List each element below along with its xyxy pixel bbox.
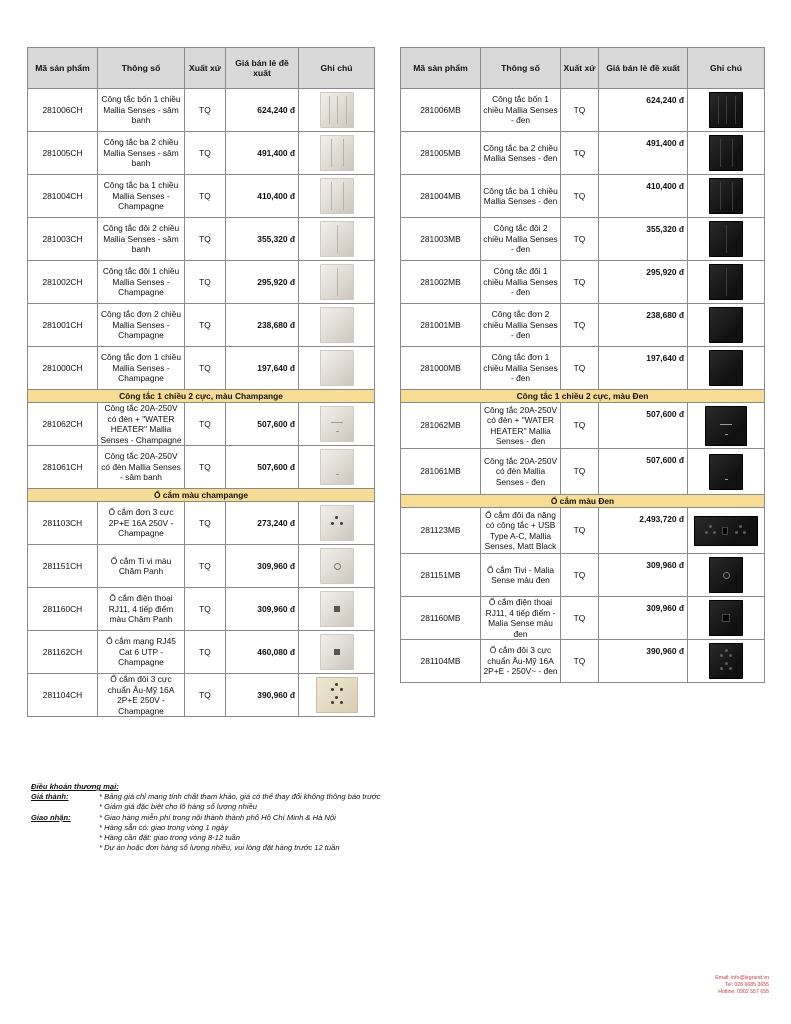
delivery-term-line: * Hàng cần đặt: giao trong vòng 8-12 tuần <box>99 833 241 843</box>
product-origin: TQ <box>185 502 226 545</box>
switch-1gang-champagne-icon <box>320 350 354 386</box>
product-row <box>401 218 765 261</box>
product-origin: TQ <box>185 674 226 717</box>
price-term-line: * Bảng giá chỉ mang tính chất tham khảo, giá có thể thay đổi không thông báo trước <box>99 792 381 802</box>
product-row <box>401 89 765 132</box>
product-code: 281001MB <box>401 304 481 347</box>
product-image-cell <box>299 446 375 489</box>
header-price: Giá bán lẻ đề xuất <box>226 48 299 89</box>
product-image-cell <box>688 89 765 132</box>
header-code: Mã sản phẩm <box>28 48 98 89</box>
product-price: 507,600 đ <box>226 446 299 489</box>
product-row <box>401 554 765 597</box>
product-spec: Công tắc đôi 2 chiều Mallia Senses - đen <box>481 218 561 261</box>
product-spec: Ổ cắm đôi 3 cực chuẩn Âu-Mỹ 16A 2P+E 250V - Champagne <box>98 674 185 717</box>
terms-title: Điều khoản thương mại: <box>31 782 119 791</box>
product-row <box>401 403 765 449</box>
product-code: 281061CH <box>28 446 98 489</box>
product-code: 281003MB <box>401 218 481 261</box>
product-spec: Công tắc đơn 2 chiều Mallia Senses - Champagne <box>98 304 185 347</box>
product-spec: Công tắc 20A-250V có đèn Mallia Senses - đen <box>481 449 561 495</box>
product-origin: TQ <box>185 132 226 175</box>
product-spec: Công tắc bốn 1 chiều Mallia Senses - đen <box>481 89 561 132</box>
product-origin: TQ <box>561 597 599 640</box>
product-code: 281002CH <box>28 261 98 304</box>
product-image-cell <box>688 132 765 175</box>
product-row <box>28 261 375 304</box>
rj11-socket-black-icon <box>709 600 743 636</box>
product-row <box>401 304 765 347</box>
product-price: 460,080 đ <box>226 631 299 674</box>
product-image-cell <box>299 403 375 446</box>
section-row <box>28 489 375 502</box>
product-price: 624,240 đ <box>226 89 299 132</box>
product-row <box>28 403 375 446</box>
product-spec: Ổ cắm điện thoại RJ11, 4 tiếp điểm - Malia Sense màu đen <box>481 597 561 640</box>
switch-2gang-champagne-icon <box>320 264 354 300</box>
section-title: Công tắc 1 chiều 2 cực, màu Champange <box>28 390 375 403</box>
table-header <box>401 48 765 89</box>
product-price: 238,680 đ <box>226 304 299 347</box>
product-row <box>28 175 375 218</box>
product-row <box>401 597 765 640</box>
delivery-term-line: * Dự án hoặc đơn hàng số lượng nhiều, vui lòng đặt hàng trước 12 tuần <box>99 843 340 853</box>
product-origin: TQ <box>185 446 226 489</box>
product-code: 281000CH <box>28 347 98 390</box>
product-code: 281061MB <box>401 449 481 495</box>
product-origin: TQ <box>185 631 226 674</box>
water-heater-switch-champagne-icon <box>320 406 354 442</box>
product-image-cell <box>688 597 765 640</box>
product-spec: Công tắc 20A-250V có đèn + "WATER HEATER" Mallia Senses - đen <box>481 403 561 449</box>
product-spec: Ổ cắm mạng RJ45 Cat 6 UTP - Champagne <box>98 631 185 674</box>
switch-4gang-black-icon <box>709 92 743 128</box>
switch-3gang-black-icon <box>709 178 743 214</box>
product-origin: TQ <box>561 89 599 132</box>
product-price: 624,240 đ <box>599 89 688 132</box>
product-row <box>401 449 765 495</box>
section-title: Công tắc 1 chiều 2 cực, màu Đen <box>401 390 765 403</box>
product-spec: Công tắc ba 2 chiều Mallia Senses - đen <box>481 132 561 175</box>
contact-tel[interactable]: Tel: 028 6685 3655 <box>724 982 769 988</box>
product-origin: TQ <box>561 175 599 218</box>
product-row <box>28 631 375 674</box>
section-title: Ổ cắm màu Đen <box>401 495 765 508</box>
section-title: Ổ cắm màu champange <box>28 489 375 502</box>
product-price: 410,400 đ <box>599 175 688 218</box>
product-price: 197,640 đ <box>599 347 688 390</box>
product-image-cell <box>299 175 375 218</box>
product-row <box>401 347 765 390</box>
product-row <box>28 347 375 390</box>
table-header <box>28 48 375 89</box>
product-origin: TQ <box>185 304 226 347</box>
section-row <box>401 390 765 403</box>
product-price: 491,400 đ <box>599 132 688 175</box>
product-image-cell <box>688 261 765 304</box>
product-code: 281000MB <box>401 347 481 390</box>
water-heater-switch-black-icon <box>705 406 747 446</box>
product-spec: Công tắc bốn 1 chiều Mallia Senses - sâm banh <box>98 89 185 132</box>
rj11-socket-champagne-icon <box>320 591 354 627</box>
price-term-line: * Giảm giá đặc biệt cho lô hàng số lượng nhiều <box>99 802 258 812</box>
product-spec: Công tắc ba 1 chiều Mallia Senses - Champagne <box>98 175 185 218</box>
switch-2gang-black-icon <box>709 264 743 300</box>
switch-1gang-champagne-icon <box>320 307 354 343</box>
header-spec: Thông số <box>98 48 185 89</box>
product-spec: Ổ cắm đôi 3 cực chuẩn Âu-Mỹ 16A 2P+E - 250V~ - đen <box>481 640 561 683</box>
product-origin: TQ <box>185 588 226 631</box>
switch-1gang-black-icon <box>709 307 743 343</box>
product-code: 281005MB <box>401 132 481 175</box>
product-row <box>28 674 375 717</box>
switch-2gang-champagne-icon <box>320 221 354 257</box>
socket-usb-black-icon <box>694 516 758 546</box>
product-code: 281123MB <box>401 508 481 554</box>
section-row <box>401 495 765 508</box>
product-price: 2,493,720 đ <box>599 508 688 554</box>
product-origin: TQ <box>185 403 226 446</box>
switch-2gang-black-icon <box>709 221 743 257</box>
product-price: 507,600 đ <box>599 403 688 449</box>
product-code: 281006MB <box>401 89 481 132</box>
product-price: 309,960 đ <box>599 597 688 640</box>
product-code: 281006CH <box>28 89 98 132</box>
header-note: Ghi chú <box>299 48 375 89</box>
product-image-cell <box>688 304 765 347</box>
product-origin: TQ <box>561 403 599 449</box>
product-row <box>28 446 375 489</box>
product-code: 281160CH <box>28 588 98 631</box>
header-spec: Thông số <box>481 48 561 89</box>
product-image-cell <box>299 502 375 545</box>
product-spec: Công tắc đơn 1 chiều Mallia Senses - Champagne <box>98 347 185 390</box>
product-code: 281160MB <box>401 597 481 640</box>
product-price: 390,960 đ <box>226 674 299 717</box>
product-code: 281003CH <box>28 218 98 261</box>
product-spec: Công tắc 20A-250V có đèn + "WATER HEATER" Mallia Senses - Champagne <box>98 403 185 446</box>
product-origin: TQ <box>561 508 599 554</box>
product-image-cell <box>299 218 375 261</box>
product-origin: TQ <box>185 545 226 588</box>
product-origin: TQ <box>561 449 599 495</box>
price-table-champagne <box>27 47 375 717</box>
product-image-cell <box>688 403 765 449</box>
product-origin: TQ <box>185 218 226 261</box>
product-price: 309,960 đ <box>226 588 299 631</box>
product-image-cell <box>299 132 375 175</box>
product-origin: TQ <box>185 261 226 304</box>
product-image-cell <box>688 508 765 554</box>
product-price: 507,600 đ <box>599 449 688 495</box>
product-code: 281062CH <box>28 403 98 446</box>
product-code: 281004MB <box>401 175 481 218</box>
product-spec: Công tắc đơn 2 chiều Mallia Senses - đen <box>481 304 561 347</box>
product-price: 390,960 đ <box>599 640 688 683</box>
product-origin: TQ <box>185 175 226 218</box>
dp-switch-champagne-icon <box>320 449 354 485</box>
socket-double-black-icon <box>709 643 743 679</box>
product-image-cell <box>688 347 765 390</box>
header-origin: Xuất xứ <box>185 48 226 89</box>
product-image-cell <box>299 347 375 390</box>
product-code: 281104CH <box>28 674 98 717</box>
product-row <box>401 132 765 175</box>
switch-1gang-black-icon <box>709 350 743 386</box>
product-image-cell <box>688 640 765 683</box>
product-spec: Công tắc đôi 1 chiều Mallia Senses - đen <box>481 261 561 304</box>
product-spec: Công tắc ba 2 chiều Mallia Senses - sâm banh <box>98 132 185 175</box>
switch-4gang-champagne-icon <box>320 92 354 128</box>
product-spec: Ổ cắm Ti vi màu Chăm Panh <box>98 545 185 588</box>
product-row <box>28 304 375 347</box>
product-image-cell <box>688 554 765 597</box>
product-price: 507,600 đ <box>226 403 299 446</box>
product-spec: Ổ cắm Tivi - Malia Sense màu đen <box>481 554 561 597</box>
product-origin: TQ <box>561 304 599 347</box>
product-spec: Công tắc đơn 1 chiều Mallia Senses - đen <box>481 347 561 390</box>
tv-socket-champagne-icon <box>320 548 354 584</box>
header-origin: Xuất xứ <box>561 48 599 89</box>
product-spec: Ổ cắm đơn 3 cực 2P+E 16A 250V - Champagne <box>98 502 185 545</box>
product-row <box>28 132 375 175</box>
product-code: 281104MB <box>401 640 481 683</box>
product-spec: Ổ cắm đôi đa năng có công tắc + USB Type A-C, Mallia Senses, Matt Black <box>481 508 561 554</box>
product-row <box>401 261 765 304</box>
product-origin: TQ <box>561 218 599 261</box>
product-image-cell <box>688 175 765 218</box>
product-price: 309,960 đ <box>226 545 299 588</box>
product-origin: TQ <box>185 89 226 132</box>
product-price: 355,320 đ <box>226 218 299 261</box>
delivery-term-line: * Hàng sẵn có: giao trong vòng 1 ngày <box>99 822 229 832</box>
product-code: 281004CH <box>28 175 98 218</box>
switch-3gang-champagne-icon <box>320 178 354 214</box>
product-spec: Công tắc 20A-250V có đèn Mallia Senses - sâm banh <box>98 446 185 489</box>
product-price: 491,400 đ <box>226 132 299 175</box>
switch-3gang-champagne-icon <box>320 135 354 171</box>
contact-info <box>715 975 769 996</box>
product-image-cell <box>299 631 375 674</box>
header-note: Ghi chú <box>688 48 765 89</box>
product-image-cell <box>299 674 375 717</box>
product-code: 281001CH <box>28 304 98 347</box>
socket-single-champagne-icon <box>320 505 354 541</box>
product-origin: TQ <box>561 554 599 597</box>
contact-hotline[interactable]: Hotline: 0902 557 655 <box>718 989 769 995</box>
product-spec: Công tắc ba 1 chiều Mallia Senses - đen <box>481 175 561 218</box>
product-code: 281103CH <box>28 502 98 545</box>
product-code: 281151MB <box>401 554 481 597</box>
product-price: 355,320 đ <box>599 218 688 261</box>
header-price: Giá bán lẻ đề xuất <box>599 48 688 89</box>
delivery-terms-label: Giao nhận: <box>31 812 71 822</box>
rj45-socket-champagne-icon <box>320 634 354 670</box>
product-row <box>28 588 375 631</box>
product-code: 281002MB <box>401 261 481 304</box>
product-code: 281162CH <box>28 631 98 674</box>
product-origin: TQ <box>561 261 599 304</box>
product-code: 281062MB <box>401 403 481 449</box>
dp-switch-black-icon <box>709 454 743 490</box>
product-row <box>28 502 375 545</box>
product-row <box>401 175 765 218</box>
product-image-cell <box>299 304 375 347</box>
socket-double-champagne-icon <box>316 677 358 713</box>
header-code: Mã sản phẩm <box>401 48 481 89</box>
product-spec: Ổ cắm điện thoại RJ11, 4 tiếp điểm màu Chăm Panh <box>98 588 185 631</box>
delivery-term-line: * Giao hàng miễn phí trong nội thành thành phố Hồ Chí Minh & Hà Nội <box>99 812 336 822</box>
commercial-terms <box>31 782 380 853</box>
product-image-cell <box>688 218 765 261</box>
product-row <box>401 508 765 554</box>
product-spec: Công tắc đôi 1 chiều Mallia Senses - Champagne <box>98 261 185 304</box>
contact-email[interactable]: Email: info@legrand.vn <box>715 975 769 981</box>
product-price: 410,400 đ <box>226 175 299 218</box>
product-origin: TQ <box>561 132 599 175</box>
product-row <box>28 545 375 588</box>
product-origin: TQ <box>561 347 599 390</box>
section-row <box>28 390 375 403</box>
switch-3gang-black-icon <box>709 135 743 171</box>
product-image-cell <box>688 449 765 495</box>
price-table-black <box>400 47 765 683</box>
product-image-cell <box>299 261 375 304</box>
product-price: 295,920 đ <box>226 261 299 304</box>
tv-socket-black-icon <box>709 557 743 593</box>
product-image-cell <box>299 545 375 588</box>
product-image-cell <box>299 588 375 631</box>
product-origin: TQ <box>561 640 599 683</box>
product-price: 238,680 đ <box>599 304 688 347</box>
product-origin: TQ <box>185 347 226 390</box>
product-price: 197,640 đ <box>226 347 299 390</box>
price-terms-label: Giá thành: <box>31 792 69 802</box>
product-price: 295,920 đ <box>599 261 688 304</box>
product-code: 281151CH <box>28 545 98 588</box>
product-row <box>401 640 765 683</box>
product-price: 273,240 đ <box>226 502 299 545</box>
product-price: 309,960 đ <box>599 554 688 597</box>
product-image-cell <box>299 89 375 132</box>
product-row <box>28 89 375 132</box>
product-spec: Công tắc đôi 2 chiều Mallia Senses - sâm banh <box>98 218 185 261</box>
product-code: 281005CH <box>28 132 98 175</box>
product-row <box>28 218 375 261</box>
